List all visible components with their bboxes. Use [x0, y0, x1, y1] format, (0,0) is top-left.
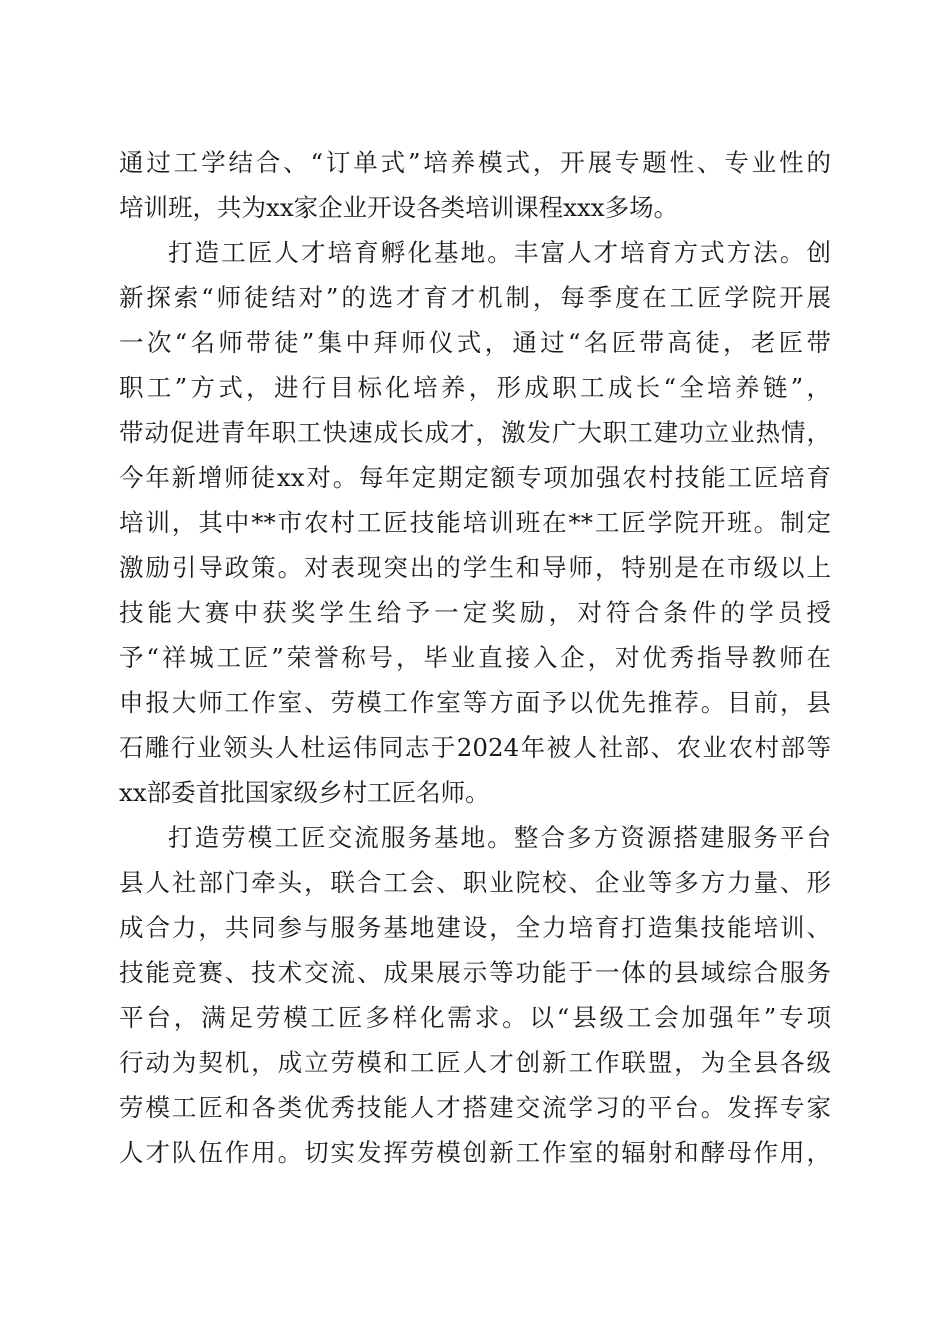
text-line: 打造工匠人才培育孵化基地。丰富人才培育方式方法。创 — [168, 238, 831, 267]
text-line: 成合力，共同参与服务基地建设，全力培育打造集技能培训、 — [119, 913, 831, 942]
text-line: 今年新增师徒xx对。每年定期定额专项加强农村技能工匠培育 — [119, 463, 831, 492]
text-line: 通过工学结合、“订单式”培养模式，开展专题性、专业性的 — [119, 148, 831, 177]
text-line: 县人社部门牵头，联合工会、职业院校、企业等多方力量、形 — [119, 868, 831, 897]
text-line: 一次“名师带徒”集中拜师仪式，通过“名匠带高徒，老匠带 — [119, 328, 831, 357]
text-line: 予“祥城工匠”荣誉称号，毕业直接入企，对优秀指导教师在 — [119, 643, 831, 672]
text-line: 培训，其中**市农村工匠技能培训班在**工匠学院开班。制定 — [119, 508, 831, 537]
text-line: 技能大赛中获奖学生给予一定奖励，对符合条件的学员授 — [119, 598, 831, 627]
text-line: 申报大师工作室、劳模工作室等方面予以优先推荐。目前，县 — [119, 688, 831, 717]
document-body — [119, 140, 831, 1175]
text-line: 职工”方式，进行目标化培养，形成职工成长“全培养链”， — [119, 373, 831, 402]
text-line: 带动促进青年职工快速成长成才，激发广大职工建功立业热情， — [119, 418, 831, 447]
text-line: 石雕行业领头人杜运伟同志于2024年被人社部、农业农村部等 — [119, 733, 831, 762]
text-line: 新探索“师徒结对”的选才育才机制，每季度在工匠学院开展 — [119, 283, 831, 312]
text-line: 平台，满足劳模工匠多样化需求。以“县级工会加强年”专项 — [119, 1003, 831, 1032]
text-line: 激励引导政策。对表现突出的学生和导师，特别是在市级以上 — [119, 553, 831, 582]
text-line: 人才队伍作用。切实发挥劳模创新工作室的辐射和酵母作用， — [119, 1138, 831, 1167]
text-line: xx部委首批国家级乡村工匠名师。 — [119, 778, 490, 807]
text-line: 培训班，共为xx家企业开设各类培训课程xxx多场。 — [119, 193, 679, 222]
text-line: 劳模工匠和各类优秀技能人才搭建交流学习的平台。发挥专家 — [119, 1093, 831, 1122]
text-line: 行动为契机，成立劳模和工匠人才创新工作联盟，为全县各级 — [119, 1048, 831, 1077]
text-line: 打造劳模工匠交流服务基地。整合多方资源搭建服务平台 — [168, 823, 831, 852]
text-line: 技能竞赛、技术交流、成果展示等功能于一体的县域综合服务 — [119, 958, 831, 987]
